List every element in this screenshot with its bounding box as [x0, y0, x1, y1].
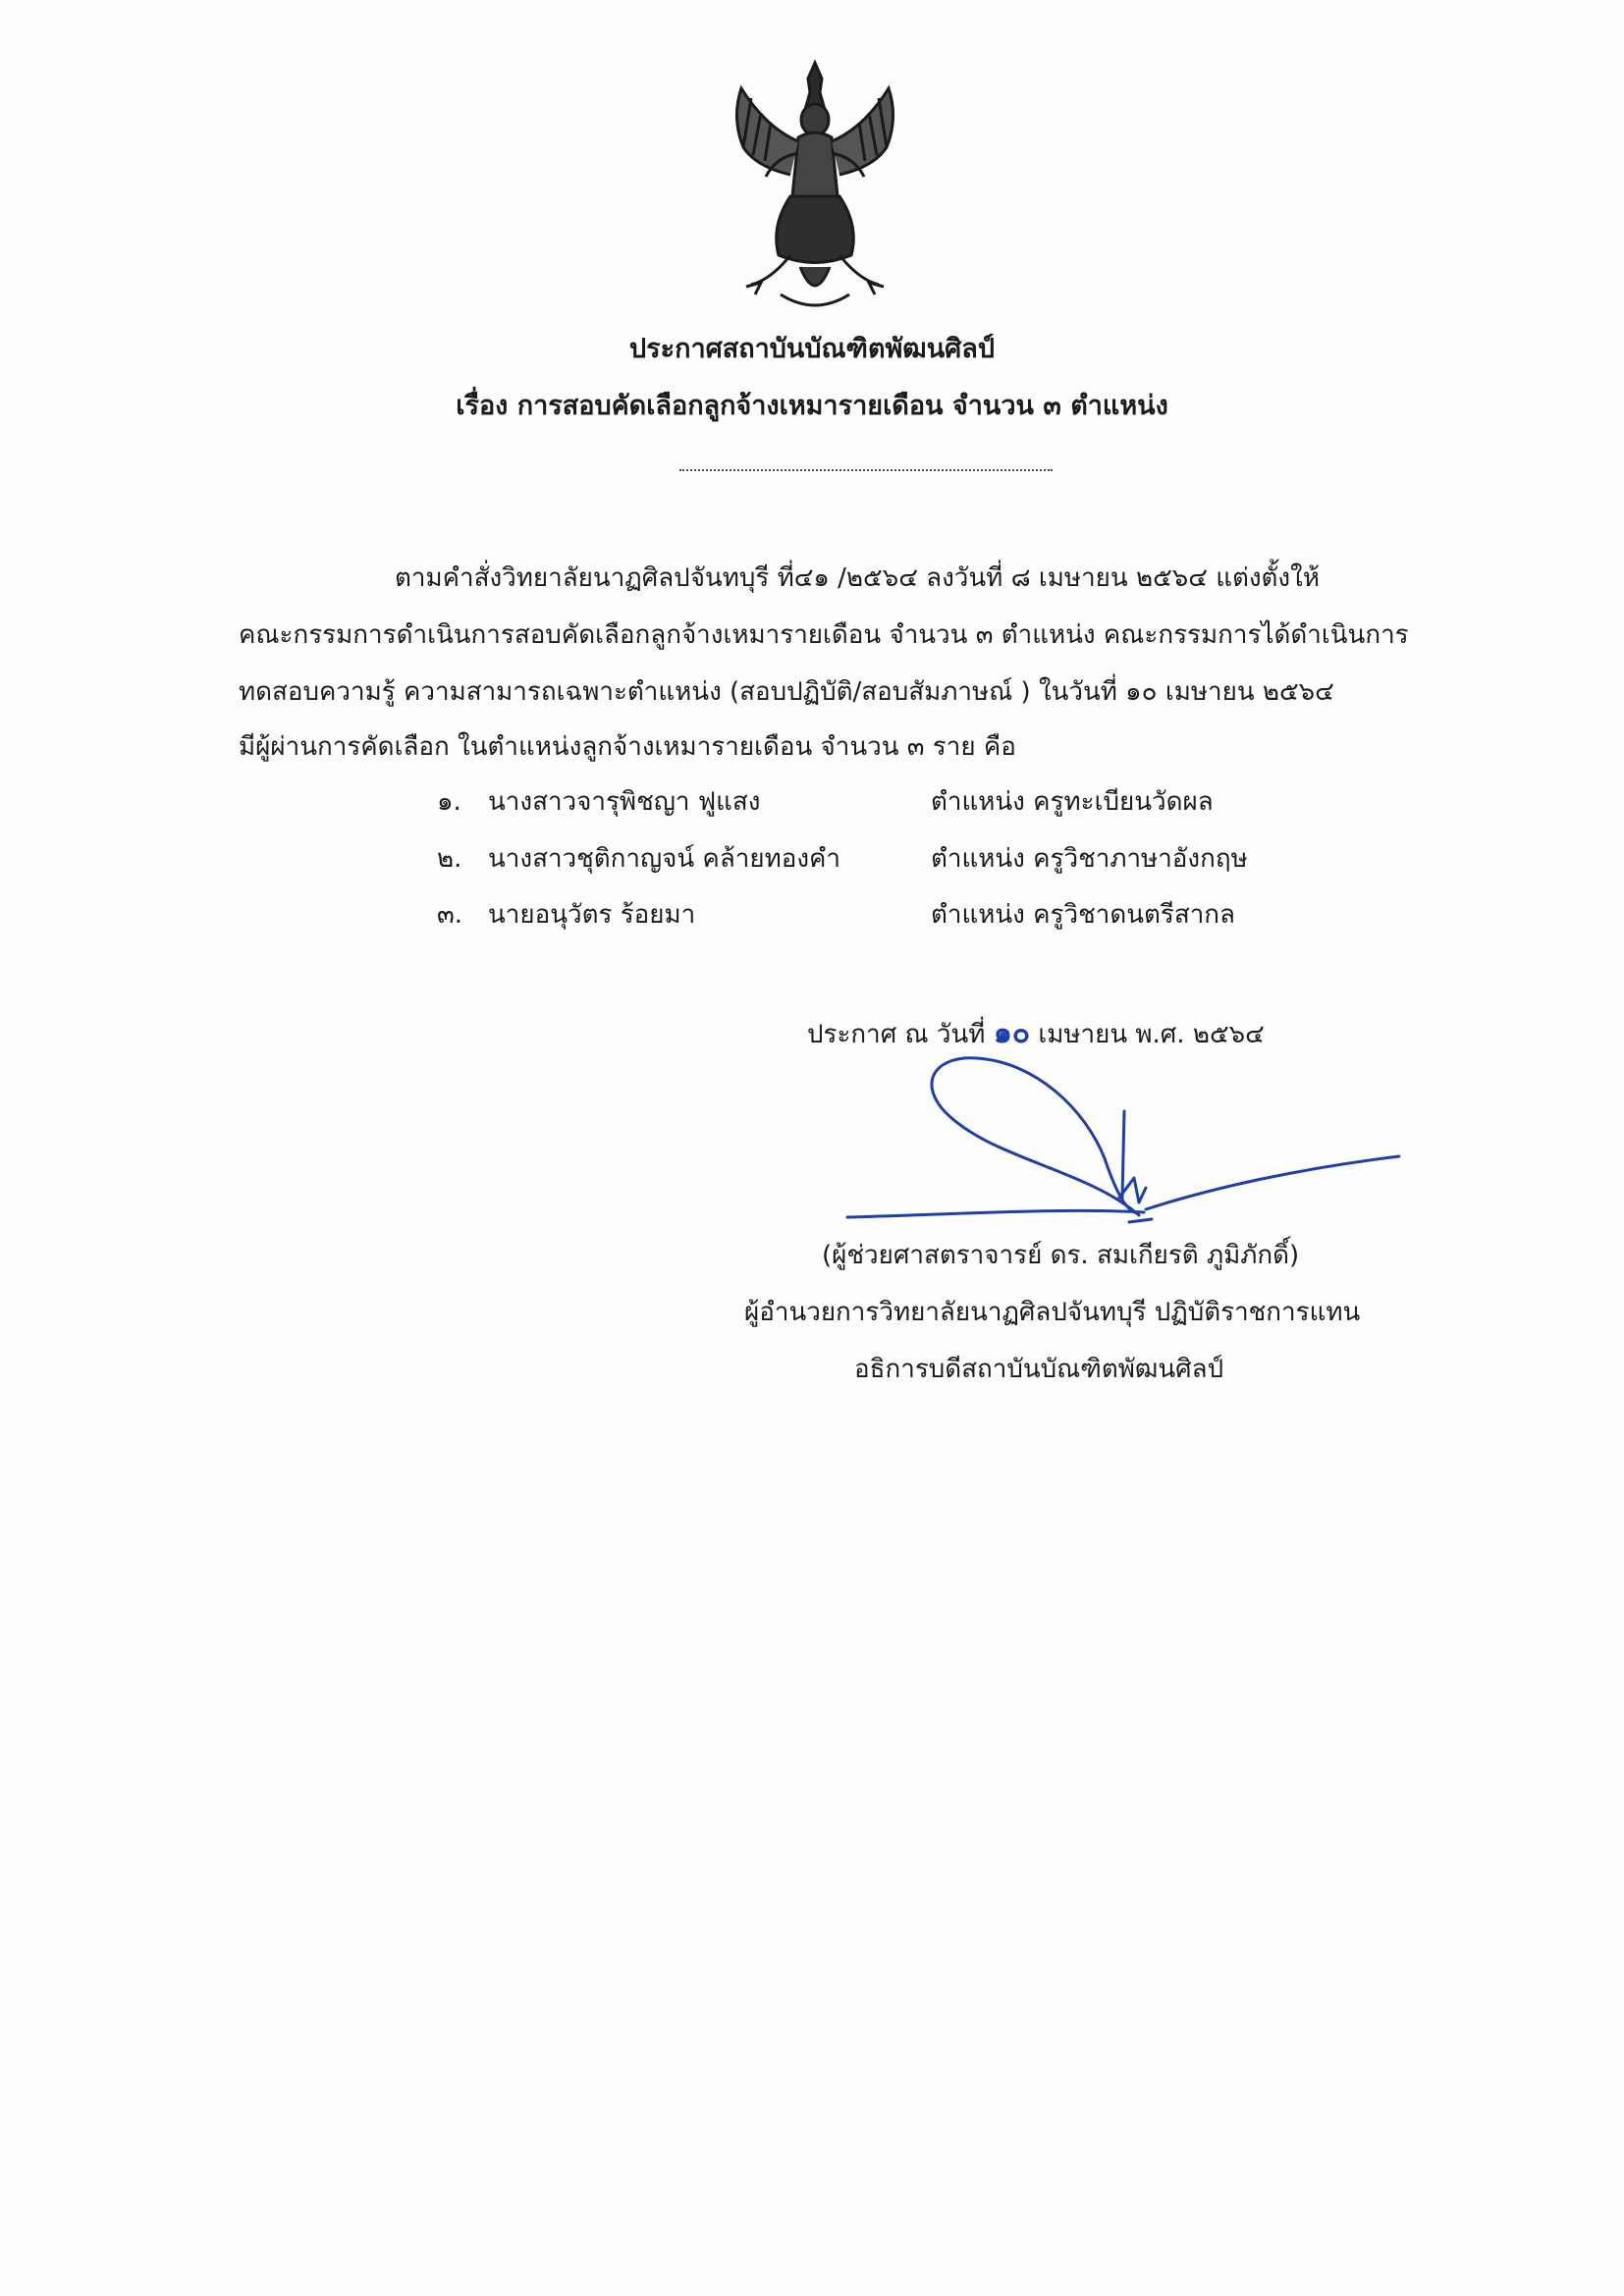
announcement-date-prefix: ประกาศ ณ วันที่ — [807, 1020, 994, 1049]
handwritten-signature-icon — [839, 1050, 1409, 1247]
candidate-position: ตำแหน่ง ครูวิชาภาษาอังกฤษ — [931, 844, 1248, 874]
candidate-row — [437, 785, 1321, 819]
candidate-name: นายอนุวัตร ร้อยมา — [488, 900, 696, 930]
signer-organization: อธิการบดีสถาบันบัณฑิตพัฒนศิลป์ — [854, 1355, 1224, 1384]
signer-name: (ผู้ช่วยศาสตราจารย์ ดร. สมเกียรติ ภูมิภักดิ์) — [822, 1241, 1300, 1270]
candidate-number: ๑. — [437, 787, 461, 817]
announcement-title: ประกาศสถาบันบัณฑิตพัฒนศิลป์ — [629, 334, 995, 364]
candidate-number: ๓. — [437, 900, 463, 930]
candidate-row — [437, 842, 1321, 876]
candidate-row — [437, 898, 1321, 932]
candidate-number: ๒. — [437, 844, 462, 874]
announcement-date — [807, 1017, 1265, 1051]
announcement-subject: เรื่อง การสอบคัดเลือกลูกจ้างเหมารายเดือน จำนวน ๓ ตำแหน่ง — [456, 391, 1168, 421]
candidate-position: ตำแหน่ง ครูวิชาดนตรีสากล — [931, 900, 1235, 930]
body-paragraph-line: มีผู้ผ่านการคัดเลือก ในตำแหน่งลูกจ้างเหมารายเดือน จำนวน ๓ ราย คือ — [239, 732, 1016, 762]
signer-title: ผู้อำนวยการวิทยาลัยนาฏศิลปจันทบุรี ปฏิบัติราชการแทน — [744, 1298, 1361, 1327]
body-paragraph-line: ตามคำสั่งวิทยาลัยนาฏศิลปจันทบุรี ที่๔๑ /๒๕๖๔ ลงวันที่ ๘ เมษายน ๒๕๖๔ แต่งตั้งให้ — [395, 563, 1320, 593]
candidate-name: นางสาวจารุพิชญา ฟูแสง — [488, 787, 761, 817]
announcement-date-suffix: เมษายน พ.ศ. ๒๕๖๔ — [1030, 1020, 1265, 1049]
dotted-divider — [679, 469, 1053, 471]
body-paragraph-line: คณะกรรมการดำเนินการสอบคัดเลือกลูกจ้างเหมารายเดือน จำนวน ๓ ตำแหน่ง คณะกรรมการได้ดำเนินการ — [239, 620, 1409, 650]
body-paragraph-line: ทดสอบความรู้ ความสามารถเฉพาะตำแหน่ง (สอบปฏิบัติ/สอบสัมภาษณ์ ) ในวันที่ ๑๐ เมษายน ๒๕๖๔ — [239, 677, 1334, 707]
candidate-position: ตำแหน่ง ครูทะเบียนวัดผล — [931, 787, 1214, 817]
garuda-emblem-icon — [722, 59, 908, 319]
handwritten-day: ๑๐ — [993, 1016, 1031, 1050]
candidate-name: นางสาวชุติกาญจน์ คล้ายทองคำ — [488, 844, 841, 874]
